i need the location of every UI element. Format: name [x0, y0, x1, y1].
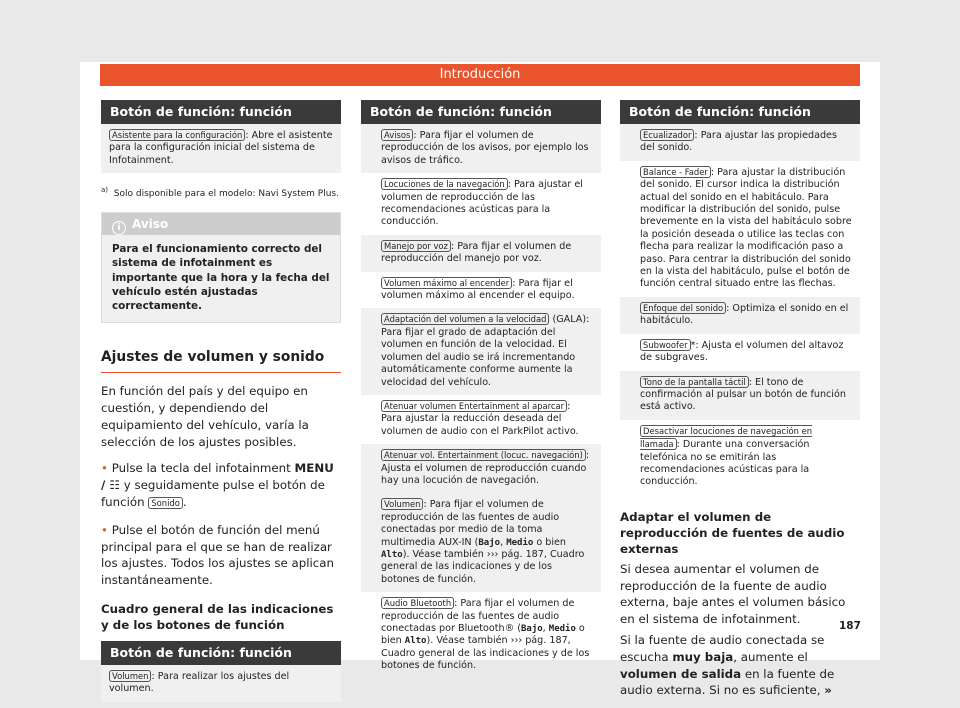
page-header: Introducción [100, 64, 860, 86]
subheading: Cuadro general de las indicaciones y de los botones de función [101, 602, 334, 632]
table-row: Avisos : Para fijar el volumen de reproducción de los avisos, por ejemplo los avisos de tráfico. [361, 124, 601, 173]
info-icon: i [112, 221, 126, 235]
table-header: Botón de función: función [620, 100, 860, 124]
function-key: Subwoofer [640, 339, 691, 351]
function-key: Volumen [109, 670, 151, 682]
table-row: Adaptación del volumen a la velocidad (GALA): Para fijar el grado de adaptación del volumen en función de la velocidad. El volumen del audio se irá incrementando automáticamente conforme aumente la velocidad del vehículo. [361, 308, 601, 394]
table-row: Enfoque del sonido : Optimiza el sonido en el habitáculo. [620, 297, 860, 334]
notice-text: Para el funcionamiento correcto del sistema de infotainment es importante que la hora y la fecha del vehículo estén ajustadas correctamente. [112, 243, 330, 313]
table-row: Atenuar vol. Entertainment (locuc. navegación) : Ajusta el volumen de reproducción cuando hay una locución de navegación. [361, 444, 601, 493]
table-row: Ecualizador : Para ajustar las propiedades del sonido. [620, 124, 860, 161]
function-key: Atenuar volumen Entertainment al aparcar [381, 400, 567, 412]
page-number: 187 [839, 620, 861, 632]
function-key: Tono de la pantalla táctil [640, 376, 749, 388]
function-key: Atenuar vol. Entertainment (locuc. navegación) [381, 449, 586, 461]
column-1 [101, 100, 341, 702]
function-key: Balance - Fader [640, 166, 711, 178]
function-key: Asistente para la configuración [109, 129, 245, 141]
intro-paragraph: En función del país y del equipo en cuestión, y dependiendo del equipamiento del vehículo, varía la selección de los ajustes posibles. [101, 384, 309, 449]
table-row: Manejo por voz : Para fijar el volumen de reproducción del manejo por voz. [361, 235, 601, 272]
function-key: Ecualizador [640, 129, 694, 141]
table-header: Botón de función: función [101, 641, 341, 665]
function-key: Avisos [381, 129, 413, 141]
column-3 [620, 100, 860, 699]
menu-key: MENU / ☷ [101, 461, 334, 493]
paragraph: Si desea aumentar el volumen de reproducción de la fuente de audio externa, baje antes el volumen básico en el sistema de infotainment. [620, 561, 846, 627]
bullet-item: • Pulse el botón de función del menú principal para el que se han de realizar los ajustes. Todos los ajustes se aplican instantáneamente. [101, 522, 334, 588]
section-title: Ajustes de volumen y sonido [101, 349, 341, 373]
notice-header: i Aviso [102, 213, 340, 235]
table-row: Volumen máximo al encender : Para fijar el volumen máximo al encender el equipo. [381, 277, 575, 302]
paragraph: Si la fuente de audio conectada se escucha muy baja, aumente el volumen de salida en la fuente de audio externa. Si no es suficiente, » [620, 632, 835, 698]
table-row: Asistente para la configuración : Abre el asistente para la configuración inicial del sistema de Infotainment. [101, 124, 341, 173]
table-row: Volumen : Para realizar los ajustes del volumen. [101, 665, 341, 702]
column-2 [361, 100, 601, 679]
table-row: Atenuar volumen Entertainment al aparcar : Para ajustar la reducción deseada del volumen de audio con el ParkPilot activo. [381, 400, 579, 437]
notice-box [101, 212, 341, 323]
function-key: Locuciones de la navegación [381, 178, 508, 190]
table-row: Volumen : Para fijar el volumen de reproducción de las fuentes de audio conectadas por medio de la toma multimedia AUX-IN (Bajo, Medio o bien Alto). Véase también ››› pág. 187, Cuadro general de las indicaciones y de los botones de función. [361, 493, 601, 592]
table-header: Botón de función: función [101, 100, 341, 124]
table-row: Subwoofer *: Ajusta el volumen del altavoz de subgraves. [640, 339, 844, 364]
subheading: Adaptar el volumen de reproducción de fuentes de audio externas [620, 509, 845, 556]
table-row: Audio Bluetooth : Para fijar el volumen de reproducción de las fuentes de audio conectadas por Bluetooth® (Bajo, Medio o bien Alto). Véase también ››› pág. 187, Cuadro general de las indicaciones y de los botones de función. [381, 598, 590, 672]
table-row: Tono de la pantalla táctil : El tono de confirmación al pulsar un botón de función está activo. [620, 371, 860, 420]
function-key: Volumen [381, 498, 423, 510]
bullet-item: • Pulse la tecla del infotainment MENU / ☷ y seguidamente pulse el botón de función Sonido . [101, 461, 334, 510]
continue-mark: » [824, 683, 832, 698]
function-key: Volumen máximo al encender [381, 277, 512, 289]
bullet-icon: • [101, 461, 108, 476]
function-key: Audio Bluetooth [381, 597, 454, 609]
function-key: Enfoque del sonido [640, 302, 726, 314]
function-key: Adaptación del volumen a la velocidad [381, 313, 549, 325]
table-row: Desactivar locuciones de navegación en llamada : Durante una conversación telefónica no se emitirán las recomendaciones acústicas para la conducción. [640, 425, 813, 488]
function-key: Sonido [148, 497, 183, 509]
footnote: $^{a)}$ Solo disponible para el modelo: Navi System Plus. [101, 186, 339, 200]
table-row: Locuciones de la navegación : Para ajustar el volumen de reproducción de las recomendaciones acústicas para la conducción. [381, 179, 583, 228]
bullet-icon: • [101, 522, 108, 537]
function-key: Desactivar locuciones de navegación en llamada [640, 425, 813, 450]
table-header: Botón de función: función [361, 100, 601, 124]
function-key: Manejo por voz [381, 240, 451, 252]
table-row: Balance - Fader : Para ajustar la distribución del sonido. El cursor indica la distribución actual del sonido en el habitáculo. Para modificar la distribución del sonido, pulse brevemente en la vista del habitáculo sobre la posición deseada o utilice las teclas con flecha para realizar la modificación paso a paso. Para centrar la distribución del sonido en la vista del habitáculo, pulse el botón de función central situado entre las flechas. [640, 166, 852, 290]
